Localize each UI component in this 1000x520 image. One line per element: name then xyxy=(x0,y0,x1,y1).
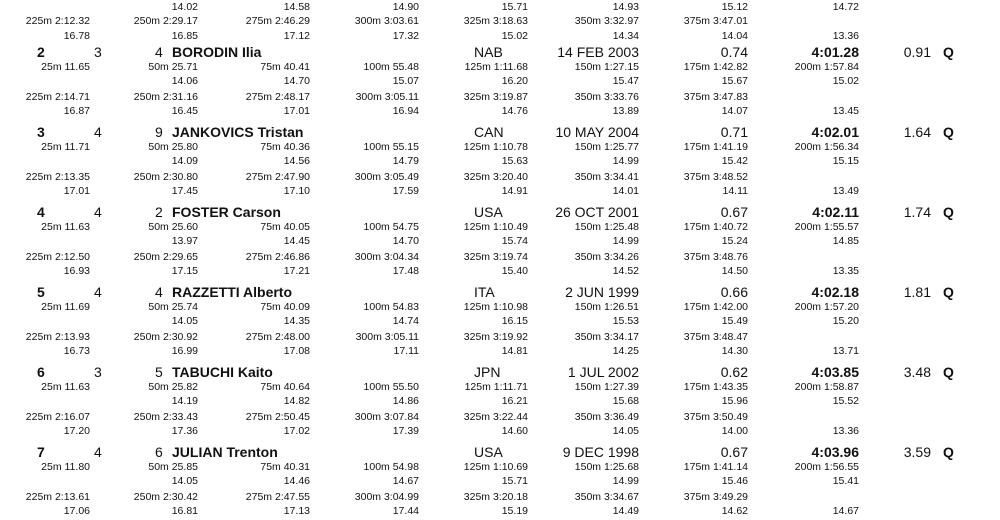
split-diff: 15.71 xyxy=(501,475,528,487)
birth-date: 14 FEB 2003 xyxy=(557,44,639,60)
split-time: 275m 2:48.00 xyxy=(245,331,310,343)
split-diff: 14.90 xyxy=(392,1,419,13)
split-time: 100m 55.50 xyxy=(363,381,419,393)
split-diff: 15.46 xyxy=(721,475,748,487)
time-behind: 3.59 xyxy=(903,444,931,460)
time-behind: 3.48 xyxy=(903,364,931,380)
athlete-name: JULIAN Trenton xyxy=(172,444,278,460)
split-time: 25m 11.63 xyxy=(41,381,90,393)
qualification-mark: Q xyxy=(943,284,954,300)
split-time: 250m 2:30.80 xyxy=(133,171,198,183)
split-time: 300m 3:05.11 xyxy=(355,331,419,343)
time-behind: 1.81 xyxy=(903,284,931,300)
split-time: 150m 1:27.15 xyxy=(574,61,639,73)
split-diff: 16.85 xyxy=(171,30,198,42)
split-time: 225m 2:12.32 xyxy=(25,15,90,27)
split-time: 350m 3:32.97 xyxy=(574,15,639,27)
heat: 3 xyxy=(94,364,102,380)
split-diff: 14.01 xyxy=(612,185,639,197)
split-time: 275m 2:50.45 xyxy=(245,411,310,423)
split-time: 200m 1:57.84 xyxy=(794,61,859,73)
split-time: 125m 1:10.98 xyxy=(463,301,528,313)
split-diff: 17.02 xyxy=(283,425,310,437)
split-time: 225m 2:13.35 xyxy=(25,171,90,183)
split-diff: 14.34 xyxy=(612,30,639,42)
split-diff: 14.79 xyxy=(392,155,419,167)
split-diff: 15.68 xyxy=(612,395,639,407)
rank: 5 xyxy=(37,284,45,300)
split-diff: 13.71 xyxy=(832,345,859,357)
split-time: 250m 2:31.16 xyxy=(133,91,198,103)
split-diff: 15.47 xyxy=(612,75,639,87)
split-diff: 14.74 xyxy=(392,315,419,327)
reaction-time: 0.67 xyxy=(720,204,748,220)
lane: 9 xyxy=(155,124,163,140)
split-diff: 17.01 xyxy=(283,105,310,117)
split-time: 25m 11.71 xyxy=(41,141,90,153)
split-diff: 17.11 xyxy=(393,345,419,357)
split-diff: 17.44 xyxy=(392,505,419,517)
split-diff: 13.49 xyxy=(832,185,859,197)
split-diff: 17.32 xyxy=(392,30,419,42)
split-time: 300m 3:04.99 xyxy=(354,491,419,503)
split-diff: 17.39 xyxy=(392,425,419,437)
split-diff: 14.72 xyxy=(832,1,859,13)
split-diff: 15.15 xyxy=(832,155,859,167)
heat: 4 xyxy=(94,444,102,460)
split-diff: 14.99 xyxy=(612,155,639,167)
split-time: 125m 1:11.68 xyxy=(464,61,528,73)
reaction-time: 0.62 xyxy=(720,364,748,380)
lane: 4 xyxy=(155,284,163,300)
split-time: 50m 25.60 xyxy=(148,221,198,233)
rank: 2 xyxy=(37,44,45,60)
split-diff: 15.52 xyxy=(832,395,859,407)
birth-date: 2 JUN 1999 xyxy=(565,284,639,300)
birth-date: 26 OCT 2001 xyxy=(555,204,639,220)
split-time: 25m 11.65 xyxy=(41,61,90,73)
athlete-name: RAZZETTI Alberto xyxy=(172,284,293,300)
split-time: 50m 25.74 xyxy=(148,301,198,313)
split-time: 125m 1:10.49 xyxy=(463,221,528,233)
heat: 3 xyxy=(94,44,102,60)
split-diff: 14.19 xyxy=(171,395,198,407)
lane: 4 xyxy=(155,44,163,60)
split-time: 375m 3:48.76 xyxy=(683,251,748,263)
split-diff: 15.63 xyxy=(501,155,528,167)
split-diff: 17.36 xyxy=(171,425,198,437)
split-time: 300m 3:04.34 xyxy=(354,251,419,263)
split-time: 350m 3:34.41 xyxy=(574,171,639,183)
split-diff: 14.45 xyxy=(283,235,310,247)
split-diff: 14.85 xyxy=(832,235,859,247)
split-time: 175m 1:41.14 xyxy=(683,461,748,473)
split-time: 175m 1:43.35 xyxy=(683,381,748,393)
split-diff: 14.25 xyxy=(612,345,639,357)
split-time: 50m 25.71 xyxy=(148,61,198,73)
split-diff: 16.78 xyxy=(63,30,90,42)
qualification-mark: Q xyxy=(943,364,954,380)
final-time: 4:02.01 xyxy=(811,124,859,140)
athlete-name: JANKOVICS Tristan xyxy=(172,124,304,140)
split-diff: 14.86 xyxy=(392,395,419,407)
split-time: 375m 3:47.83 xyxy=(683,91,748,103)
split-diff: 15.49 xyxy=(721,315,748,327)
split-time: 25m 11.69 xyxy=(41,301,90,313)
split-time: 250m 2:29.65 xyxy=(133,251,198,263)
split-time: 75m 40.05 xyxy=(260,221,310,233)
split-diff: 16.93 xyxy=(63,265,90,277)
split-time: 350m 3:33.76 xyxy=(574,91,639,103)
split-time: 75m 40.09 xyxy=(260,301,310,313)
heat: 4 xyxy=(94,284,102,300)
split-diff: 14.00 xyxy=(721,425,748,437)
split-time: 250m 2:30.42 xyxy=(133,491,198,503)
split-diff: 15.07 xyxy=(392,75,419,87)
split-time: 125m 1:10.78 xyxy=(463,141,528,153)
split-diff: 13.36 xyxy=(832,425,859,437)
split-time: 375m 3:48.47 xyxy=(683,331,748,343)
split-time: 200m 1:58.87 xyxy=(794,381,859,393)
split-time: 325m 3:22.44 xyxy=(463,411,528,423)
time-behind: 1.74 xyxy=(903,204,931,220)
split-diff: 14.81 xyxy=(501,345,528,357)
split-diff: 14.93 xyxy=(612,1,639,13)
split-time: 200m 1:56.55 xyxy=(794,461,859,473)
nationality: ITA xyxy=(474,284,495,300)
split-diff: 15.67 xyxy=(721,75,748,87)
split-time: 325m 3:19.92 xyxy=(463,331,528,343)
split-diff: 15.24 xyxy=(721,235,748,247)
split-time: 100m 55.15 xyxy=(363,141,419,153)
split-time: 75m 40.36 xyxy=(260,141,310,153)
split-time: 225m 2:13.93 xyxy=(25,331,90,343)
split-time: 350m 3:34.17 xyxy=(574,331,639,343)
split-time: 200m 1:55.57 xyxy=(794,221,859,233)
split-time: 300m 3:05.11 xyxy=(355,91,419,103)
qualification-mark: Q xyxy=(943,444,954,460)
split-time: 25m 11.80 xyxy=(41,461,90,473)
split-time: 75m 40.31 xyxy=(260,461,310,473)
split-time: 175m 1:41.19 xyxy=(683,141,748,153)
split-diff: 14.05 xyxy=(171,475,198,487)
split-time: 375m 3:49.29 xyxy=(683,491,748,503)
split-diff: 15.42 xyxy=(721,155,748,167)
split-time: 225m 2:13.61 xyxy=(25,491,90,503)
split-time: 100m 54.75 xyxy=(363,221,419,233)
reaction-time: 0.66 xyxy=(720,284,748,300)
split-diff: 17.06 xyxy=(63,505,90,517)
split-diff: 15.41 xyxy=(832,475,859,487)
reaction-time: 0.67 xyxy=(720,444,748,460)
split-diff: 14.35 xyxy=(283,315,310,327)
split-diff: 15.12 xyxy=(721,1,748,13)
split-diff: 15.40 xyxy=(501,265,528,277)
split-diff: 14.50 xyxy=(721,265,748,277)
time-behind: 1.64 xyxy=(903,124,931,140)
split-diff: 14.82 xyxy=(283,395,310,407)
reaction-time: 0.74 xyxy=(720,44,748,60)
lane: 5 xyxy=(155,364,163,380)
split-time: 150m 1:25.48 xyxy=(574,221,639,233)
split-time: 375m 3:48.52 xyxy=(683,171,748,183)
split-time: 225m 2:12.50 xyxy=(25,251,90,263)
split-time: 325m 3:19.87 xyxy=(463,91,528,103)
split-time: 350m 3:36.49 xyxy=(574,411,639,423)
split-diff: 14.99 xyxy=(612,475,639,487)
split-time: 275m 2:48.17 xyxy=(245,91,310,103)
split-diff: 17.15 xyxy=(171,265,198,277)
split-diff: 17.13 xyxy=(283,505,310,517)
split-time: 100m 55.48 xyxy=(363,61,419,73)
split-time: 250m 2:30.92 xyxy=(133,331,198,343)
split-time: 150m 1:26.51 xyxy=(574,301,639,313)
split-time: 175m 1:40.72 xyxy=(683,221,748,233)
split-diff: 14.46 xyxy=(283,475,310,487)
split-diff: 14.05 xyxy=(171,315,198,327)
split-time: 50m 25.80 xyxy=(148,141,198,153)
split-time: 350m 3:34.67 xyxy=(574,491,639,503)
split-diff: 16.87 xyxy=(63,105,90,117)
reaction-time: 0.71 xyxy=(720,124,748,140)
split-diff: 14.60 xyxy=(501,425,528,437)
nationality: NAB xyxy=(474,44,503,60)
split-diff: 16.20 xyxy=(501,75,528,87)
split-time: 150m 1:27.39 xyxy=(574,381,639,393)
birth-date: 10 MAY 2004 xyxy=(555,124,639,140)
split-time: 125m 1:10.69 xyxy=(463,461,528,473)
split-time: 300m 3:05.49 xyxy=(354,171,419,183)
lane: 6 xyxy=(155,444,163,460)
nationality: USA xyxy=(474,204,503,220)
split-diff: 14.49 xyxy=(612,505,639,517)
split-diff: 15.20 xyxy=(832,315,859,327)
split-diff: 14.62 xyxy=(721,505,748,517)
nationality: USA xyxy=(474,444,503,460)
split-diff: 14.06 xyxy=(171,75,198,87)
athlete-name: FOSTER Carson xyxy=(172,204,281,220)
split-diff: 15.71 xyxy=(501,1,528,13)
split-time: 375m 3:50.49 xyxy=(683,411,748,423)
split-diff: 14.58 xyxy=(283,1,310,13)
split-diff: 13.45 xyxy=(832,105,859,117)
split-diff: 14.70 xyxy=(392,235,419,247)
split-time: 325m 3:20.18 xyxy=(463,491,528,503)
split-time: 75m 40.41 xyxy=(260,61,310,73)
split-diff: 14.09 xyxy=(171,155,198,167)
split-time: 250m 2:29.17 xyxy=(133,15,198,27)
split-time: 225m 2:14.71 xyxy=(25,91,90,103)
split-diff: 14.05 xyxy=(612,425,639,437)
time-behind: 0.91 xyxy=(903,44,931,60)
qualification-mark: Q xyxy=(943,44,954,60)
split-diff: 16.21 xyxy=(501,395,528,407)
split-diff: 17.08 xyxy=(283,345,310,357)
split-diff: 14.07 xyxy=(721,105,748,117)
birth-date: 1 JUL 2002 xyxy=(567,364,639,380)
split-time: 325m 3:18.63 xyxy=(463,15,528,27)
split-time: 50m 25.82 xyxy=(148,381,198,393)
split-diff: 17.10 xyxy=(283,185,310,197)
split-time: 225m 2:16.07 xyxy=(25,411,90,423)
split-time: 350m 3:34.26 xyxy=(574,251,639,263)
split-diff: 15.53 xyxy=(612,315,639,327)
split-diff: 14.91 xyxy=(501,185,528,197)
athlete-name: TABUCHI Kaito xyxy=(172,364,273,380)
split-diff: 14.67 xyxy=(392,475,419,487)
split-time: 300m 3:03.61 xyxy=(354,15,419,27)
split-diff: 17.59 xyxy=(392,185,419,197)
split-diff: 14.70 xyxy=(283,75,310,87)
heat: 4 xyxy=(94,124,102,140)
split-time: 275m 2:47.55 xyxy=(245,491,310,503)
split-time: 150m 1:25.68 xyxy=(574,461,639,473)
split-time: 275m 2:46.86 xyxy=(245,251,310,263)
split-diff: 16.15 xyxy=(501,315,528,327)
final-time: 4:01.28 xyxy=(811,44,859,60)
split-time: 250m 2:33.43 xyxy=(133,411,198,423)
split-diff: 14.30 xyxy=(721,345,748,357)
split-time: 150m 1:25.77 xyxy=(574,141,639,153)
nationality: CAN xyxy=(474,124,504,140)
split-diff: 15.19 xyxy=(501,505,528,517)
split-diff: 17.48 xyxy=(392,265,419,277)
split-diff: 13.89 xyxy=(612,105,639,117)
split-time: 50m 25.85 xyxy=(148,461,198,473)
athlete-name: BORODIN Ilia xyxy=(172,44,262,60)
split-diff: 17.01 xyxy=(63,185,90,197)
split-diff: 17.20 xyxy=(63,425,90,437)
nationality: JPN xyxy=(474,364,501,380)
split-time: 275m 2:46.29 xyxy=(245,15,310,27)
split-diff: 16.81 xyxy=(171,505,198,517)
split-diff: 16.73 xyxy=(63,345,90,357)
final-time: 4:02.18 xyxy=(811,284,859,300)
split-diff: 13.36 xyxy=(832,30,859,42)
final-time: 4:03.85 xyxy=(811,364,859,380)
qualification-mark: Q xyxy=(943,204,954,220)
lane: 2 xyxy=(155,204,163,220)
split-time: 100m 54.83 xyxy=(363,301,419,313)
rank: 3 xyxy=(37,124,45,140)
split-time: 175m 1:42.00 xyxy=(683,301,748,313)
split-time: 325m 3:19.74 xyxy=(463,251,528,263)
split-diff: 15.96 xyxy=(721,395,748,407)
final-time: 4:02.11 xyxy=(812,204,859,220)
split-time: 75m 40.64 xyxy=(260,381,310,393)
split-diff: 13.97 xyxy=(171,235,198,247)
split-diff: 17.12 xyxy=(283,30,310,42)
qualification-mark: Q xyxy=(943,124,954,140)
split-time: 200m 1:56.34 xyxy=(794,141,859,153)
rank: 6 xyxy=(37,364,45,380)
split-time: 175m 1:42.82 xyxy=(683,61,748,73)
heat: 4 xyxy=(94,204,102,220)
split-time: 125m 1:11.71 xyxy=(464,381,528,393)
split-diff: 14.02 xyxy=(171,1,198,13)
split-diff: 17.21 xyxy=(283,265,310,277)
split-diff: 13.35 xyxy=(832,265,859,277)
birth-date: 9 DEC 1998 xyxy=(562,444,639,460)
split-diff: 15.02 xyxy=(501,30,528,42)
split-time: 25m 11.63 xyxy=(41,221,90,233)
rank: 7 xyxy=(37,444,45,460)
split-time: 325m 3:20.40 xyxy=(463,171,528,183)
split-time: 100m 54.98 xyxy=(363,461,419,473)
split-diff: 14.56 xyxy=(283,155,310,167)
split-diff: 16.94 xyxy=(392,105,419,117)
split-diff: 14.67 xyxy=(832,505,859,517)
split-diff: 14.52 xyxy=(612,265,639,277)
split-time: 275m 2:47.90 xyxy=(245,171,310,183)
split-diff: 14.99 xyxy=(612,235,639,247)
rank: 4 xyxy=(37,204,45,220)
split-diff: 14.76 xyxy=(501,105,528,117)
final-time: 4:03.96 xyxy=(811,444,859,460)
split-diff: 15.02 xyxy=(832,75,859,87)
split-diff: 14.04 xyxy=(721,30,748,42)
split-diff: 14.11 xyxy=(722,185,748,197)
split-diff: 16.99 xyxy=(171,345,198,357)
split-time: 300m 3:07.84 xyxy=(354,411,419,423)
split-diff: 15.74 xyxy=(501,235,528,247)
split-diff: 17.45 xyxy=(171,185,198,197)
split-time: 375m 3:47.01 xyxy=(683,15,748,27)
split-diff: 16.45 xyxy=(171,105,198,117)
split-time: 200m 1:57.20 xyxy=(794,301,859,313)
